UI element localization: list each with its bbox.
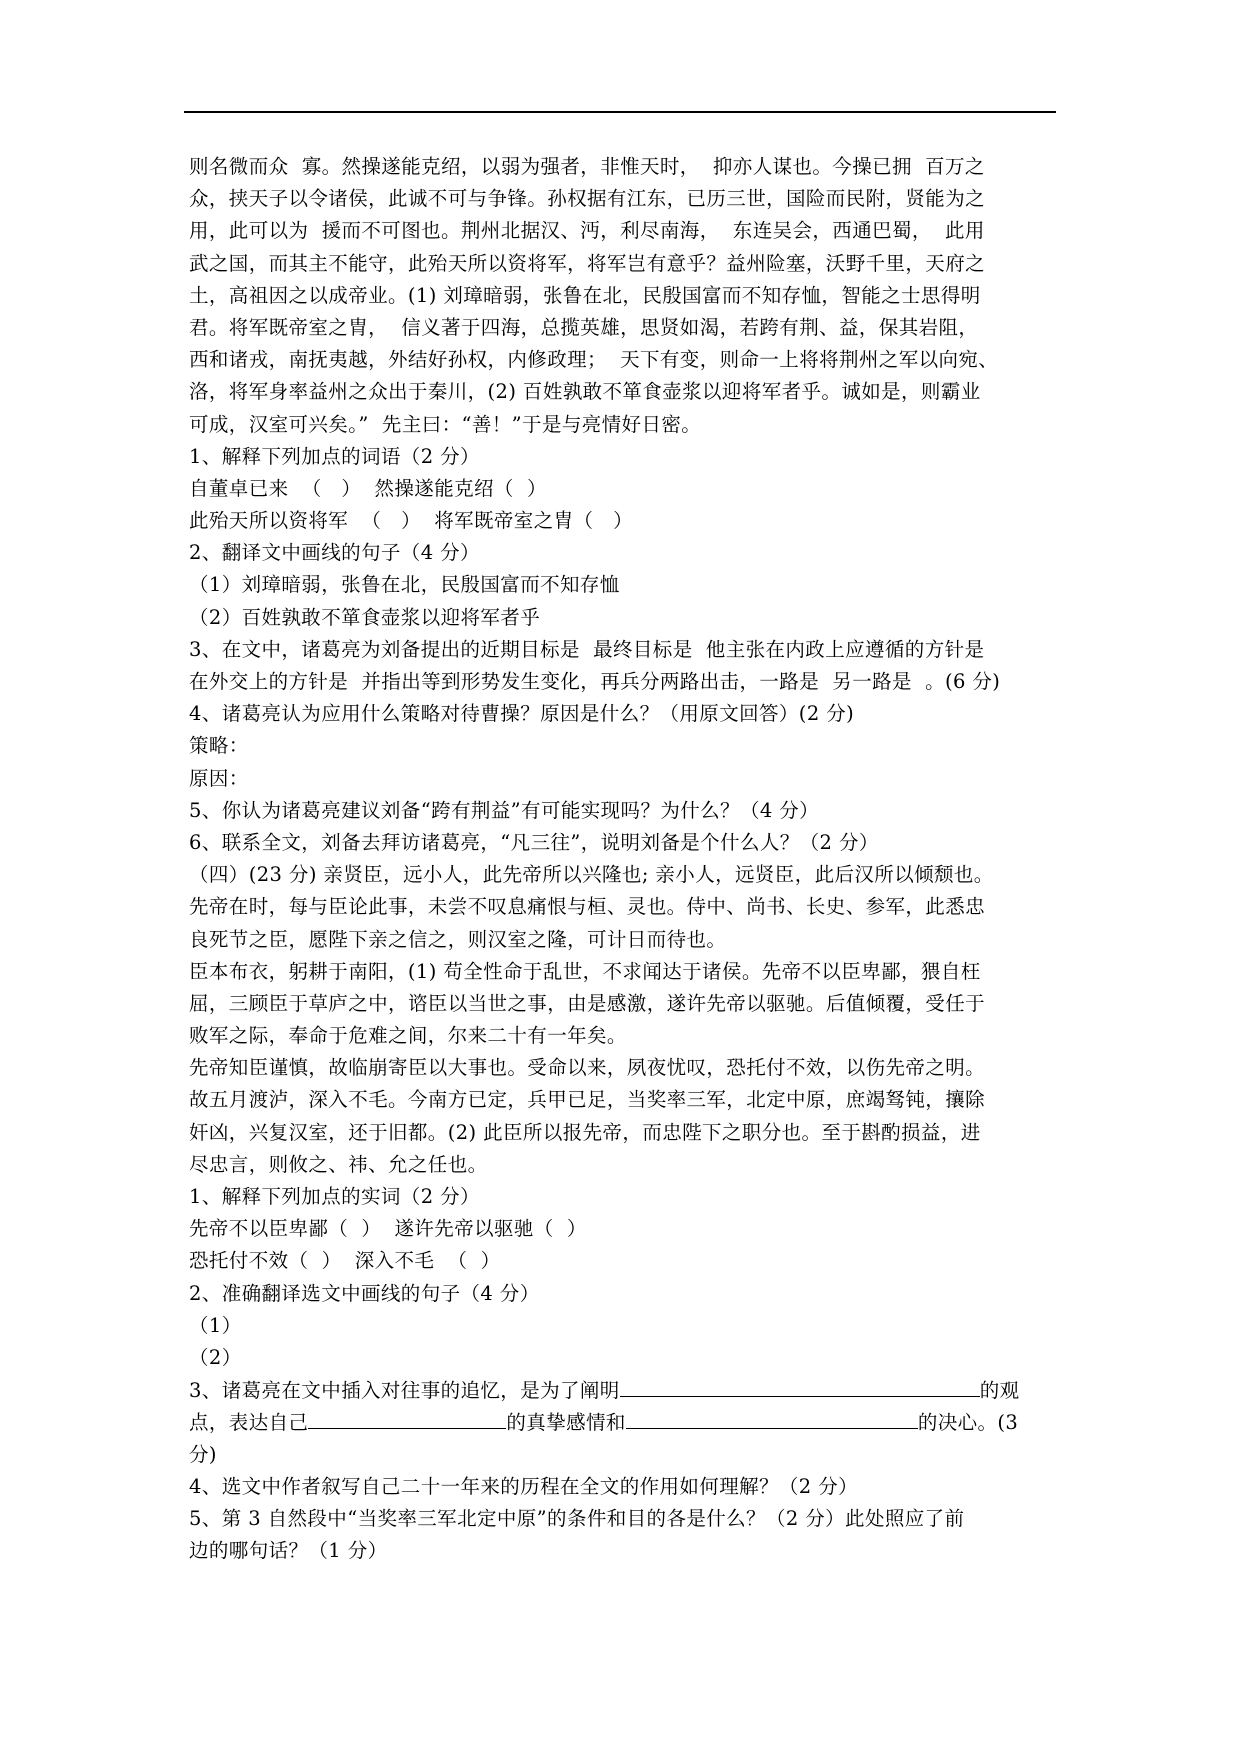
passage-line: 先帝在时，每与臣论此事，未尝不叹息痛恨与桓、灵也。侍中、尚书、长史、参军，此悉忠	[189, 895, 986, 919]
passage-line: 臣本布衣，躬耕于南阳，(1) 苟全性命于乱世，不求闻达于诸侯。先帝不以臣卑鄙，猥自枉	[189, 959, 981, 983]
question-line: 6、联系全文，刘备去拜访诸葛亮，“凡三往”，说明刘备是个什么人？（2 分）	[189, 830, 879, 854]
passage-line: 君。将军既帝室之胄， 信义著于四海，总揽英雄，思贤如渴，若跨有荆、益，保其岩阻，	[189, 315, 979, 339]
passage-line: 土，高祖因之以成帝业。(1) 刘璋暗弱，张鲁在北，民殷国富而不知存恤，智能之士思得明	[189, 283, 981, 307]
question-line: 5、你认为诸葛亮建议刘备“跨有荆益”有可能实现吗？为什么？（4 分）	[189, 798, 820, 822]
passage-line: 众，挟天子以令诸侯，此诚不可与争锋。孙权据有江东，已历三世，国险而民附，贤能为之	[189, 187, 986, 211]
question-line: （1）刘璋暗弱，张鲁在北，民殷国富而不知存恤	[189, 573, 620, 597]
passage-line: 败军之际，奉命于危难之间，尔来二十有一年矣。	[189, 1024, 627, 1048]
passage-line: 西和诸戎，南抚夷越，外结好孙权，内修政理； 天下有变，则命一上将将荆州之军以向宛、	[189, 348, 999, 372]
question-line: 原因：	[189, 766, 249, 790]
question-text: 点，表达自己	[189, 1411, 309, 1435]
passage-four	[189, 859, 1061, 1181]
passage-line: 尽忠言，则攸之、祎、允之任也。	[189, 1152, 488, 1176]
passage-line: 洛，将军身率益州之众出于秦川，(2) 百姓孰敢不箪食壶浆以迎将军者乎。诚如是，则霸业	[189, 380, 981, 404]
answer-blank[interactable]	[308, 1406, 506, 1429]
question-text: 3、诸葛亮在文中插入对往事的追忆，是为了阐明	[189, 1379, 620, 1403]
question-text: 的观	[979, 1379, 1020, 1403]
question-line: 4、诸葛亮认为应用什么策略对待曹操？原因是什么？（用原文回答）(2 分)	[189, 702, 855, 726]
question-line: 2、准确翻译选文中画线的句子（4 分）	[189, 1281, 540, 1305]
question-line: （2）	[189, 1345, 242, 1369]
passage-line: 用，此可以为 援而不可图也。荆州北据汉、沔，利尽南海， 东连吴会，西通巴蜀， 此用	[189, 219, 985, 243]
questions-four	[189, 1181, 1061, 1471]
closing-questions	[189, 1471, 1061, 1568]
passage-three	[189, 151, 1061, 441]
question-3-line-3: 分)	[189, 1442, 217, 1466]
question-text: 的决心。(3	[917, 1411, 1019, 1435]
answer-blank[interactable]	[620, 1374, 980, 1397]
question-line: 1、解释下列加点的词语（2 分）	[189, 444, 480, 468]
question-line: 策略：	[189, 734, 249, 758]
question-line: 3、在文中，诸葛亮为刘备提出的近期目标是 最终目标是 他主张在内政上应遵循的方针是	[189, 637, 985, 661]
question-line: 先帝不以臣卑鄙（ ） 遂许先帝以驱驰（ ）	[189, 1217, 587, 1241]
question-line: 自董卓已来 （ ） 然操遂能克绍（ ）	[189, 476, 547, 500]
document-body	[189, 151, 1061, 1567]
passage-line: 故五月渡泸，深入不毛。今南方已定，兵甲已足，当奖率三军，北定中原，庶竭驽钝，攘除	[189, 1088, 986, 1112]
question-line: （2）百姓孰敢不箪食壶浆以迎将军者乎	[189, 605, 541, 629]
question-line: 5、第 3 自然段中“当奖率三军北定中原”的条件和目的各是什么？（2 分）此处照应了前	[189, 1506, 965, 1530]
passage-line: 奸凶，兴复汉室，还于旧都。(2) 此臣所以报先帝，而忠陛下之职分也。至于斟酌损益，进	[189, 1120, 981, 1144]
answer-blank[interactable]	[626, 1406, 918, 1429]
question-3-line-2	[189, 1406, 1061, 1438]
passage-line: 良死节之臣，愿陛下亲之信之，则汉室之隆，可计日而待也。	[189, 927, 727, 951]
passage-line: （四）(23 分) 亲贤臣，远小人，此先帝所以兴隆也; 亲小人，远贤臣，此后汉所以倾颓也。	[189, 863, 994, 887]
question-line: 恐托付不效（ ） 深入不毛 （ ）	[189, 1249, 501, 1273]
passage-line: 则名微而众 寡。然操遂能克绍，以弱为强者，非惟天时， 抑亦人谋也。今操已拥 百万之	[189, 155, 985, 178]
questions-three	[189, 441, 1061, 859]
question-text: 的真挚感情和	[506, 1411, 626, 1435]
question-3-line-1	[189, 1374, 1061, 1406]
passage-line: 武之国，而其主不能守，此殆天所以资将军，将军岂有意乎？益州险塞，沃野千里，天府之	[189, 251, 986, 275]
question-line: 在外交上的方针是 并指出等到形势发生变化，再兵分两路出击，一路是 另一路是 。(6 分)	[189, 670, 1001, 693]
header-rule	[184, 111, 1056, 113]
question-line: 2、翻译文中画线的句子（4 分）	[189, 541, 480, 565]
question-line: 1、解释下列加点的实词（2 分）	[189, 1185, 480, 1208]
question-line: 边的哪句话？（1 分）	[189, 1539, 388, 1563]
passage-line: 屈，三顾臣于草庐之中，谘臣以当世之事，由是感激，遂许先帝以驱驰。后值倾覆，受任于	[189, 991, 986, 1015]
question-line: 4、选文中作者叙写自己二十一年来的历程在全文的作用如何理解？（2 分）	[189, 1474, 859, 1498]
passage-line: 先帝知臣谨慎，故临崩寄臣以大事也。受命以来，夙夜忧叹，恐托付不效，以伤先帝之明。	[189, 1056, 986, 1080]
passage-line: 可成，汉室可兴矣。” 先主曰：“善！”于是与亮情好日密。	[189, 412, 702, 436]
question-line: （1）	[189, 1313, 242, 1337]
question-line: 此殆天所以资将军 （ ） 将军既帝室之胄（ ）	[189, 509, 634, 533]
